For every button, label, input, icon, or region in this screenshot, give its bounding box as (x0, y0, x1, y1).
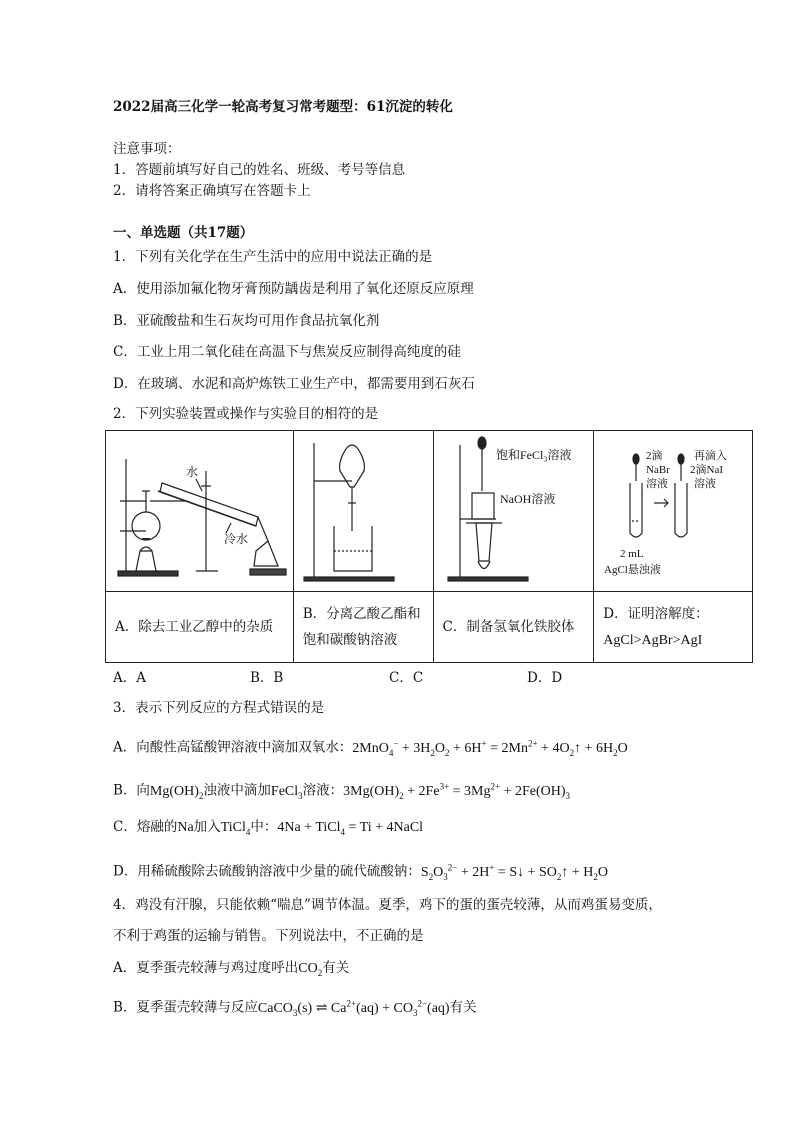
q4-option-b: B．夏季蛋壳较薄与反应CaCO$_3$(s) ⇌ $Ca^{2+}(aq) + CO_3^{2-}(aq)$有关 (113, 998, 477, 1018)
notice-heading: 注意事项： (113, 141, 181, 157)
q1-option-b: B．亚硫酸盐和生石灰均可用作食品抗氧化剂 (113, 313, 380, 329)
q3-option-a: A．向酸性高锰酸钾溶液中滴加双氧水：$2MnO_4^- + 3H_2O_2 + 6H^+ = 2Mn^{2+}$ + $4O_2↑ + 6H_2O$ (113, 738, 628, 758)
q4-option-a: A．夏季蛋壳较薄与鸡过度呼出$CO_2$有关 (113, 960, 350, 978)
notice-item: 1．答题前填写好自己的姓名、班级、考号等信息 (113, 162, 406, 178)
fig-label-solution: 溶液 (694, 478, 717, 490)
caption-a: A．除去工业乙醇中的杂质 (106, 592, 294, 663)
figure-separatory-funnel (293, 431, 433, 592)
fig-label-again: 再滴入 (694, 450, 728, 462)
page-title: 2022届高三化学一轮高考复习常考题型：61沉淀的转化 (113, 99, 453, 115)
q1-stem: 1．下列有关化学在生产生活中的应用中说法正确的是 (113, 249, 433, 265)
q1-option-d: D．在玻璃、水泥和高炉炼铁工业生产中，都需要用到石灰石 (113, 376, 475, 392)
fig-label-solution: 溶液 (646, 478, 669, 490)
fig-label-agcl: AgCl悬浊液 (604, 564, 662, 576)
fig-label-nabr: NaBr (646, 464, 671, 476)
q1-option-a: A．使用添加氟化物牙膏预防龋齿是利用了氧化还原反应原理 (113, 281, 474, 297)
q2-apparatus-table (105, 430, 753, 663)
section-heading: 一、单选题（共17题） (113, 225, 254, 241)
fig-label-2ml: 2 mL (620, 548, 644, 560)
figure-solubility-test (594, 431, 753, 592)
separatory-funnel-icon (294, 431, 432, 587)
q2-answer-d: D．D (527, 670, 563, 686)
q4-stem-line2: 不利于鸡蛋的运输与销售。下列说法中，不正确的是 (113, 928, 424, 944)
q2-answer-c: C．C (389, 670, 424, 686)
q2-answer-b: B．B (250, 670, 284, 686)
fig-label-water: 水 (186, 465, 199, 479)
figure-distillation (106, 431, 294, 592)
caption-b: B．分离乙酸乙酯和 饱和碳酸钠溶液 (293, 592, 433, 663)
q1-option-c: C．工业上用二氧化硅在高温下与焦炭反应制得高纯度的硅 (113, 344, 461, 360)
q3-option-b: B．向$Mg(OH)_2$浊液中滴加FeCl$_3$溶液：$3Mg(OH)_2 + 2Fe^{3+} = 3Mg^{2+} + 2Fe(OH)_3$ (113, 781, 571, 801)
fig-label-cold-water: 冷水 (224, 532, 249, 546)
distillation-apparatus-icon (106, 431, 292, 587)
q4-stem-line1: 4．鸡没有汗腺，只能依赖“喘息”调节体温。夏季，鸡下的蛋的蛋壳较薄，从而鸡蛋易变质， (113, 897, 662, 913)
q2-stem: 2．下列实验装置或操作与实验目的相符的是 (113, 406, 379, 422)
test-tube-icon (594, 431, 751, 587)
caption-c: C．制备氢氧化铁胶体 (433, 592, 594, 663)
notice-item: 2．请将答案正确填写在答题卡上 (113, 183, 311, 199)
fig-label-nai: 2滴NaI (690, 464, 724, 476)
fig-label-naoh: NaOH溶液 (499, 492, 555, 506)
caption-d: D．证明溶解度： AgCl>AgBr>AgI (594, 592, 753, 663)
figure-colloid-prep (433, 431, 594, 592)
fig-label-fecl3: 饱和FeCl₃溶液 (495, 448, 572, 462)
q3-stem: 3．表示下列反应的方程式错误的是 (113, 700, 325, 716)
q3-option-c: C．熔融的Na加入TiCl$_4$中：4Na + TiCl$_4$ = Ti + 4NaCl (113, 819, 424, 837)
colloid-apparatus-icon (434, 431, 593, 587)
fig-label-2drops: 2滴 (646, 450, 663, 462)
q2-answer-a: A．A (113, 670, 146, 686)
q3-option-d: D．用稀硫酸除去硫酸钠溶液中少量的硫代硫酸钠：$S_2O_3^{2-} + 2H^+$ = S↓ + $SO_2↑ + H_2O$ (113, 862, 609, 882)
